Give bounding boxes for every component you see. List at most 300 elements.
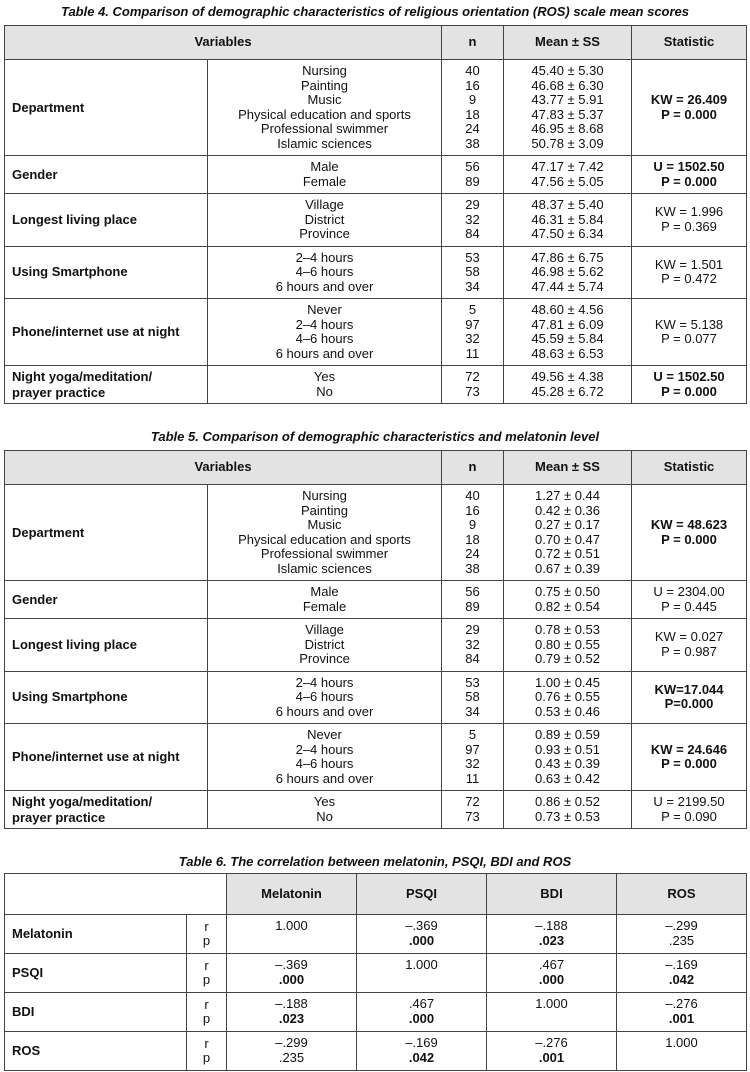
statistic-cell xyxy=(632,366,747,404)
category: Female xyxy=(302,598,347,614)
rp-labels xyxy=(187,915,227,954)
mean-value: 0.73 ± 0.53 xyxy=(535,808,600,824)
category-cell xyxy=(208,194,442,247)
table6-caption: Table 6. The correlation between melatonin, PSQI, BDI and ROS xyxy=(178,854,572,869)
r-value: .467 xyxy=(538,957,565,972)
p-value: .023 xyxy=(278,1010,305,1026)
category-cell xyxy=(208,299,442,366)
category: No xyxy=(316,383,333,399)
statistic-cell xyxy=(632,299,747,366)
row-name: ROS xyxy=(5,1032,187,1071)
variable-name xyxy=(5,366,208,404)
n-value: 32 xyxy=(465,331,480,346)
mean-value: 47.17 ± 7.42 xyxy=(531,159,604,174)
mean-value: 47.83 ± 5.37 xyxy=(531,106,604,122)
category: District xyxy=(304,636,345,652)
n-value: 32 xyxy=(465,636,480,652)
n-value: 11 xyxy=(465,770,480,786)
mean-value: 48.60 ± 4.56 xyxy=(531,302,604,317)
p-value: .235 xyxy=(278,1049,305,1065)
statistic-cell xyxy=(632,194,747,247)
mean-value-cell xyxy=(504,581,632,619)
n-value: 34 xyxy=(465,703,480,719)
variable-name xyxy=(5,791,208,829)
p-value: .023 xyxy=(538,932,565,948)
statistic-cell xyxy=(632,581,747,619)
mean-value-cell xyxy=(504,791,632,829)
n-value-cell xyxy=(442,246,504,299)
p-label: p xyxy=(202,933,211,948)
mean-value: 0.53 ± 0.46 xyxy=(535,703,600,719)
table-row xyxy=(5,299,747,366)
statistic-cell xyxy=(632,791,747,829)
mean-value: 0.93 ± 0.51 xyxy=(535,741,600,757)
category: Painting xyxy=(301,502,348,518)
statistic-value: KW = 1.996 xyxy=(654,204,724,220)
mean-value-cell xyxy=(504,485,632,581)
mean-value: 45.40 ± 5.30 xyxy=(531,63,604,78)
variable-name-line: prayer practice xyxy=(12,384,106,400)
category-cell xyxy=(208,619,442,672)
variable-name: Gender xyxy=(5,581,208,619)
mean-value: 45.28 ± 6.72 xyxy=(531,383,604,399)
mean-value-cell xyxy=(504,299,632,366)
category: 6 hours and over xyxy=(275,278,374,294)
category-cell xyxy=(208,246,442,299)
category: 2–4 hours xyxy=(295,741,354,757)
mean-value: 0.27 ± 0.17 xyxy=(535,517,600,532)
p-label: p xyxy=(202,1011,211,1026)
n-value: 24 xyxy=(465,121,480,136)
mean-value-cell xyxy=(504,156,632,194)
statistic-value: P = 0.000 xyxy=(661,173,717,189)
mean-value: 47.86 ± 6.75 xyxy=(531,249,604,265)
category-cell xyxy=(208,60,442,156)
mean-value: 0.42 ± 0.36 xyxy=(535,502,600,518)
n-value: 16 xyxy=(465,77,480,93)
category-cell xyxy=(208,671,442,724)
n-value: 32 xyxy=(465,756,480,771)
table-row xyxy=(5,581,747,619)
p-value: .000 xyxy=(408,1010,435,1026)
category: 4–6 hours xyxy=(295,264,354,279)
mean-value: 48.63 ± 6.53 xyxy=(531,345,604,361)
n-value: 18 xyxy=(465,531,480,547)
n-value-cell xyxy=(442,791,504,829)
category: Yes xyxy=(313,794,336,809)
p-value: .000 xyxy=(538,971,565,987)
n-value: 5 xyxy=(468,302,477,317)
mean-value: 0.70 ± 0.47 xyxy=(535,531,600,547)
p-value: .000 xyxy=(278,971,305,987)
header-row xyxy=(5,451,747,485)
category: 6 hours and over xyxy=(275,770,374,786)
mean-value: 47.56 ± 5.05 xyxy=(531,173,604,189)
r-value: 1.000 xyxy=(275,918,308,933)
r-value: –.188 xyxy=(535,918,568,933)
statistic-value: KW = 26.409 xyxy=(650,92,728,107)
r-label: r xyxy=(204,918,209,934)
category-cell xyxy=(208,581,442,619)
r-value: –.169 xyxy=(405,1035,438,1050)
n-value: 38 xyxy=(465,135,480,151)
statistic-value: U = 2304.00 xyxy=(653,584,725,599)
corr-cell xyxy=(357,1032,487,1071)
mean-value: 0.76 ± 0.55 xyxy=(535,689,600,704)
statistic-value: P = 0.090 xyxy=(661,808,717,824)
category: Professional swimmer xyxy=(260,546,389,561)
mean-value: 0.43 ± 0.39 xyxy=(535,756,600,771)
p-label: p xyxy=(202,1050,211,1065)
category: Male xyxy=(310,159,339,174)
corr-cell xyxy=(617,915,747,954)
header-statistic: Statistic xyxy=(632,451,747,485)
statistic-value: P=0.000 xyxy=(664,696,714,712)
n-value-cell xyxy=(442,581,504,619)
r-value: 1.000 xyxy=(665,1035,698,1050)
category: 6 hours and over xyxy=(275,345,374,361)
statistic-value: U = 2199.50 xyxy=(653,794,725,809)
n-value: 5 xyxy=(468,727,477,742)
n-value: 89 xyxy=(465,173,480,189)
mean-value-cell xyxy=(504,619,632,672)
r-value: –.188 xyxy=(275,996,308,1011)
mean-value: 0.80 ± 0.55 xyxy=(535,636,600,652)
category: Professional swimmer xyxy=(260,121,389,136)
variable-name-line: Night yoga/meditation/ xyxy=(12,368,153,384)
table4 xyxy=(4,25,747,404)
header-col: ROS xyxy=(617,874,747,915)
r-value: –.276 xyxy=(665,996,698,1011)
table5-caption: Table 5. Comparison of demographic characteristics and melatonin level xyxy=(150,429,600,444)
rp-labels xyxy=(187,993,227,1032)
mean-value: 0.72 ± 0.51 xyxy=(535,546,600,561)
table-row xyxy=(5,993,747,1032)
mean-value-cell xyxy=(504,671,632,724)
category: Islamic sciences xyxy=(277,135,372,151)
category: 4–6 hours xyxy=(295,331,354,346)
p-value: .001 xyxy=(668,1010,695,1026)
n-value-cell xyxy=(442,156,504,194)
mean-value: 46.31 ± 5.84 xyxy=(531,211,604,227)
header-row xyxy=(5,26,747,60)
table-row xyxy=(5,485,747,581)
mean-value: 0.63 ± 0.42 xyxy=(535,770,600,786)
r-label: r xyxy=(204,1035,209,1051)
table-row xyxy=(5,619,747,672)
n-value-cell xyxy=(442,724,504,791)
header-col: PSQI xyxy=(357,874,487,915)
variable-name-line: prayer practice xyxy=(12,809,106,825)
table4-caption: Table 4. Comparison of demographic characteristics of religious orientation (ROS) scale mean scores xyxy=(60,4,690,19)
header-col: BDI xyxy=(487,874,617,915)
variable-name: Using Smartphone xyxy=(5,246,208,299)
category: 6 hours and over xyxy=(275,703,374,719)
header-mean: Mean ± SS xyxy=(504,26,632,60)
n-value: 58 xyxy=(465,689,480,704)
r-value: 1.000 xyxy=(405,957,438,972)
table6 xyxy=(4,873,747,1071)
category-cell xyxy=(208,724,442,791)
r-label: r xyxy=(204,957,209,973)
p-value: .001 xyxy=(538,1049,565,1065)
table-row xyxy=(5,954,747,993)
p-value xyxy=(227,934,356,948)
category: Music xyxy=(307,92,342,107)
header-variables: Variables xyxy=(5,26,442,60)
statistic-value: P = 0.987 xyxy=(661,643,717,659)
corr-cell xyxy=(357,954,487,993)
statistic-value: KW = 0.027 xyxy=(654,629,724,645)
category: Physical education and sports xyxy=(238,531,411,547)
statistic-cell xyxy=(632,485,747,581)
category: Nursing xyxy=(302,488,347,503)
n-value: 73 xyxy=(465,808,480,824)
n-value: 56 xyxy=(465,159,480,174)
r-value: –.369 xyxy=(275,957,308,972)
corr-cell xyxy=(227,954,357,993)
category: Province xyxy=(299,226,350,241)
category: Yes xyxy=(313,369,336,384)
variable-name: Gender xyxy=(5,156,208,194)
corr-cell xyxy=(227,1032,357,1071)
r-value: –.299 xyxy=(665,918,698,933)
n-value: 72 xyxy=(465,794,480,809)
n-value-cell xyxy=(442,485,504,581)
mean-value: 0.86 ± 0.52 xyxy=(535,794,600,809)
table-row xyxy=(5,156,747,194)
mean-value: 0.78 ± 0.53 xyxy=(535,622,600,637)
n-value-cell xyxy=(442,366,504,404)
p-value: .042 xyxy=(408,1049,435,1065)
corr-cell xyxy=(357,915,487,954)
variable-name-line: Night yoga/meditation/ xyxy=(12,793,153,809)
n-value-cell xyxy=(442,194,504,247)
mean-value: 0.82 ± 0.54 xyxy=(535,598,600,614)
variable-name: Longest living place xyxy=(5,194,208,247)
variable-name: Longest living place xyxy=(5,619,208,672)
n-value: 9 xyxy=(468,92,477,107)
table5 xyxy=(4,450,747,829)
n-value: 40 xyxy=(465,488,480,503)
n-value-cell xyxy=(442,671,504,724)
statistic-value: U = 1502.50 xyxy=(653,159,725,174)
category: Painting xyxy=(301,77,348,93)
n-value: 56 xyxy=(465,584,480,599)
table-row xyxy=(5,194,747,247)
category: 4–6 hours xyxy=(295,689,354,704)
header-mean: Mean ± SS xyxy=(504,451,632,485)
n-value-cell xyxy=(442,299,504,366)
mean-value: 46.68 ± 6.30 xyxy=(531,77,604,93)
n-value: 53 xyxy=(465,249,480,265)
n-value: 89 xyxy=(465,598,480,614)
statistic-value: KW = 24.646 xyxy=(650,741,728,757)
statistic-value: KW = 5.138 xyxy=(654,316,724,332)
statistic-cell xyxy=(632,156,747,194)
mean-value: 46.98 ± 5.62 xyxy=(531,264,604,279)
n-value: 29 xyxy=(465,622,480,637)
category: Village xyxy=(305,197,344,212)
statistic-cell xyxy=(632,246,747,299)
r-value: –.276 xyxy=(535,1035,568,1050)
n-value: 73 xyxy=(465,383,480,399)
corr-cell xyxy=(487,954,617,993)
mean-value: 47.50 ± 6.34 xyxy=(531,226,604,241)
mean-value: 1.27 ± 0.44 xyxy=(535,488,600,503)
mean-value-cell xyxy=(504,724,632,791)
n-value: 72 xyxy=(465,369,480,384)
variable-name: Department xyxy=(5,485,208,581)
table-row xyxy=(5,671,747,724)
table-row xyxy=(5,915,747,954)
mean-value: 0.79 ± 0.52 xyxy=(535,651,600,666)
statistic-value: P = 0.445 xyxy=(661,598,717,614)
header-n: n xyxy=(442,26,504,60)
mean-value: 0.67 ± 0.39 xyxy=(535,560,600,576)
header-n: n xyxy=(442,451,504,485)
mean-value: 48.37 ± 5.40 xyxy=(531,197,604,212)
header-statistic: Statistic xyxy=(632,26,747,60)
n-value: 53 xyxy=(465,674,480,690)
table-row xyxy=(5,246,747,299)
corr-cell xyxy=(487,993,617,1032)
category: Islamic sciences xyxy=(277,560,372,576)
category: Physical education and sports xyxy=(238,106,411,122)
header-blank xyxy=(5,874,227,915)
statistic-value: KW = 1.501 xyxy=(654,256,724,272)
mean-value: 49.56 ± 4.38 xyxy=(531,369,604,384)
mean-value: 47.44 ± 5.74 xyxy=(531,278,604,294)
corr-cell xyxy=(357,993,487,1032)
variable-name: Using Smartphone xyxy=(5,671,208,724)
corr-cell xyxy=(227,915,357,954)
n-value: 16 xyxy=(465,502,480,518)
category: Female xyxy=(302,173,347,189)
n-value: 97 xyxy=(465,741,480,757)
category: Male xyxy=(310,584,339,599)
variable-name: Phone/internet use at night xyxy=(5,724,208,791)
statistic-value: P = 0.369 xyxy=(661,218,717,234)
n-value: 97 xyxy=(465,316,480,332)
p-value: .000 xyxy=(408,932,435,948)
r-value: 1.000 xyxy=(535,996,568,1011)
r-value: .467 xyxy=(408,996,435,1011)
n-value-cell xyxy=(442,619,504,672)
statistic-cell xyxy=(632,60,747,156)
mean-value-cell xyxy=(504,60,632,156)
statistic-value: P = 0.077 xyxy=(661,331,717,346)
n-value: 58 xyxy=(465,264,480,279)
n-value: 40 xyxy=(465,63,480,78)
n-value: 84 xyxy=(465,226,480,241)
n-value: 32 xyxy=(465,211,480,227)
statistic-cell xyxy=(632,619,747,672)
category: No xyxy=(316,808,333,824)
p-label: p xyxy=(202,972,211,987)
p-value xyxy=(617,1051,746,1065)
category: Never xyxy=(307,302,342,317)
mean-value: 1.00 ± 0.45 xyxy=(535,674,600,690)
rp-labels xyxy=(187,954,227,993)
category-cell xyxy=(208,791,442,829)
category: Nursing xyxy=(302,63,347,78)
category: Province xyxy=(299,651,350,666)
corr-cell xyxy=(227,993,357,1032)
n-value: 84 xyxy=(465,651,480,666)
statistic-value: P = 0.000 xyxy=(661,106,717,122)
statistic-value: P = 0.472 xyxy=(661,271,717,287)
p-value xyxy=(487,1012,616,1026)
mean-value: 50.78 ± 3.09 xyxy=(531,135,604,151)
mean-value: 46.95 ± 8.68 xyxy=(531,121,604,136)
category: 2–4 hours xyxy=(295,316,354,332)
corr-cell xyxy=(617,1032,747,1071)
header-row xyxy=(5,874,747,915)
header-col: Melatonin xyxy=(227,874,357,915)
variable-name: Phone/internet use at night xyxy=(5,299,208,366)
mean-value: 47.81 ± 6.09 xyxy=(531,316,604,332)
statistic-value: P = 0.000 xyxy=(661,531,717,547)
corr-cell xyxy=(617,993,747,1032)
p-value: .042 xyxy=(668,971,695,987)
statistic-cell xyxy=(632,724,747,791)
category: Music xyxy=(307,517,342,532)
r-value: –.369 xyxy=(405,918,438,933)
mean-value: 0.75 ± 0.50 xyxy=(535,584,600,599)
mean-value-cell xyxy=(504,194,632,247)
corr-cell xyxy=(617,954,747,993)
category-cell xyxy=(208,485,442,581)
category: 4–6 hours xyxy=(295,756,354,771)
mean-value: 43.77 ± 5.91 xyxy=(531,92,604,107)
category: 2–4 hours xyxy=(295,249,354,265)
category: Never xyxy=(307,727,342,742)
table-row xyxy=(5,724,747,791)
r-value: –.169 xyxy=(665,957,698,972)
category: District xyxy=(304,211,345,227)
statistic-cell xyxy=(632,671,747,724)
n-value-cell xyxy=(442,60,504,156)
statistic-value: P = 0.000 xyxy=(661,383,717,399)
table-row xyxy=(5,60,747,156)
mean-value: 45.59 ± 5.84 xyxy=(531,331,604,346)
p-value xyxy=(357,973,486,987)
mean-value: 0.89 ± 0.59 xyxy=(535,727,600,742)
corr-cell xyxy=(487,915,617,954)
statistic-value: KW=17.044 xyxy=(654,681,724,697)
n-value: 29 xyxy=(465,197,480,212)
mean-value-cell xyxy=(504,366,632,404)
n-value: 18 xyxy=(465,106,480,122)
row-name: BDI xyxy=(5,993,187,1032)
n-value: 9 xyxy=(468,517,477,532)
n-value: 24 xyxy=(465,546,480,561)
rp-labels xyxy=(187,1032,227,1071)
r-value: –.299 xyxy=(275,1035,308,1050)
row-name: PSQI xyxy=(5,954,187,993)
statistic-value: KW = 48.623 xyxy=(650,517,728,532)
table-row xyxy=(5,791,747,829)
n-value: 11 xyxy=(465,345,480,361)
statistic-value: U = 1502.50 xyxy=(653,369,725,384)
variable-name: Department xyxy=(5,60,208,156)
p-value: .235 xyxy=(668,932,695,948)
r-label: r xyxy=(204,996,209,1012)
corr-cell xyxy=(487,1032,617,1071)
mean-value-cell xyxy=(504,246,632,299)
row-name: Melatonin xyxy=(5,915,187,954)
